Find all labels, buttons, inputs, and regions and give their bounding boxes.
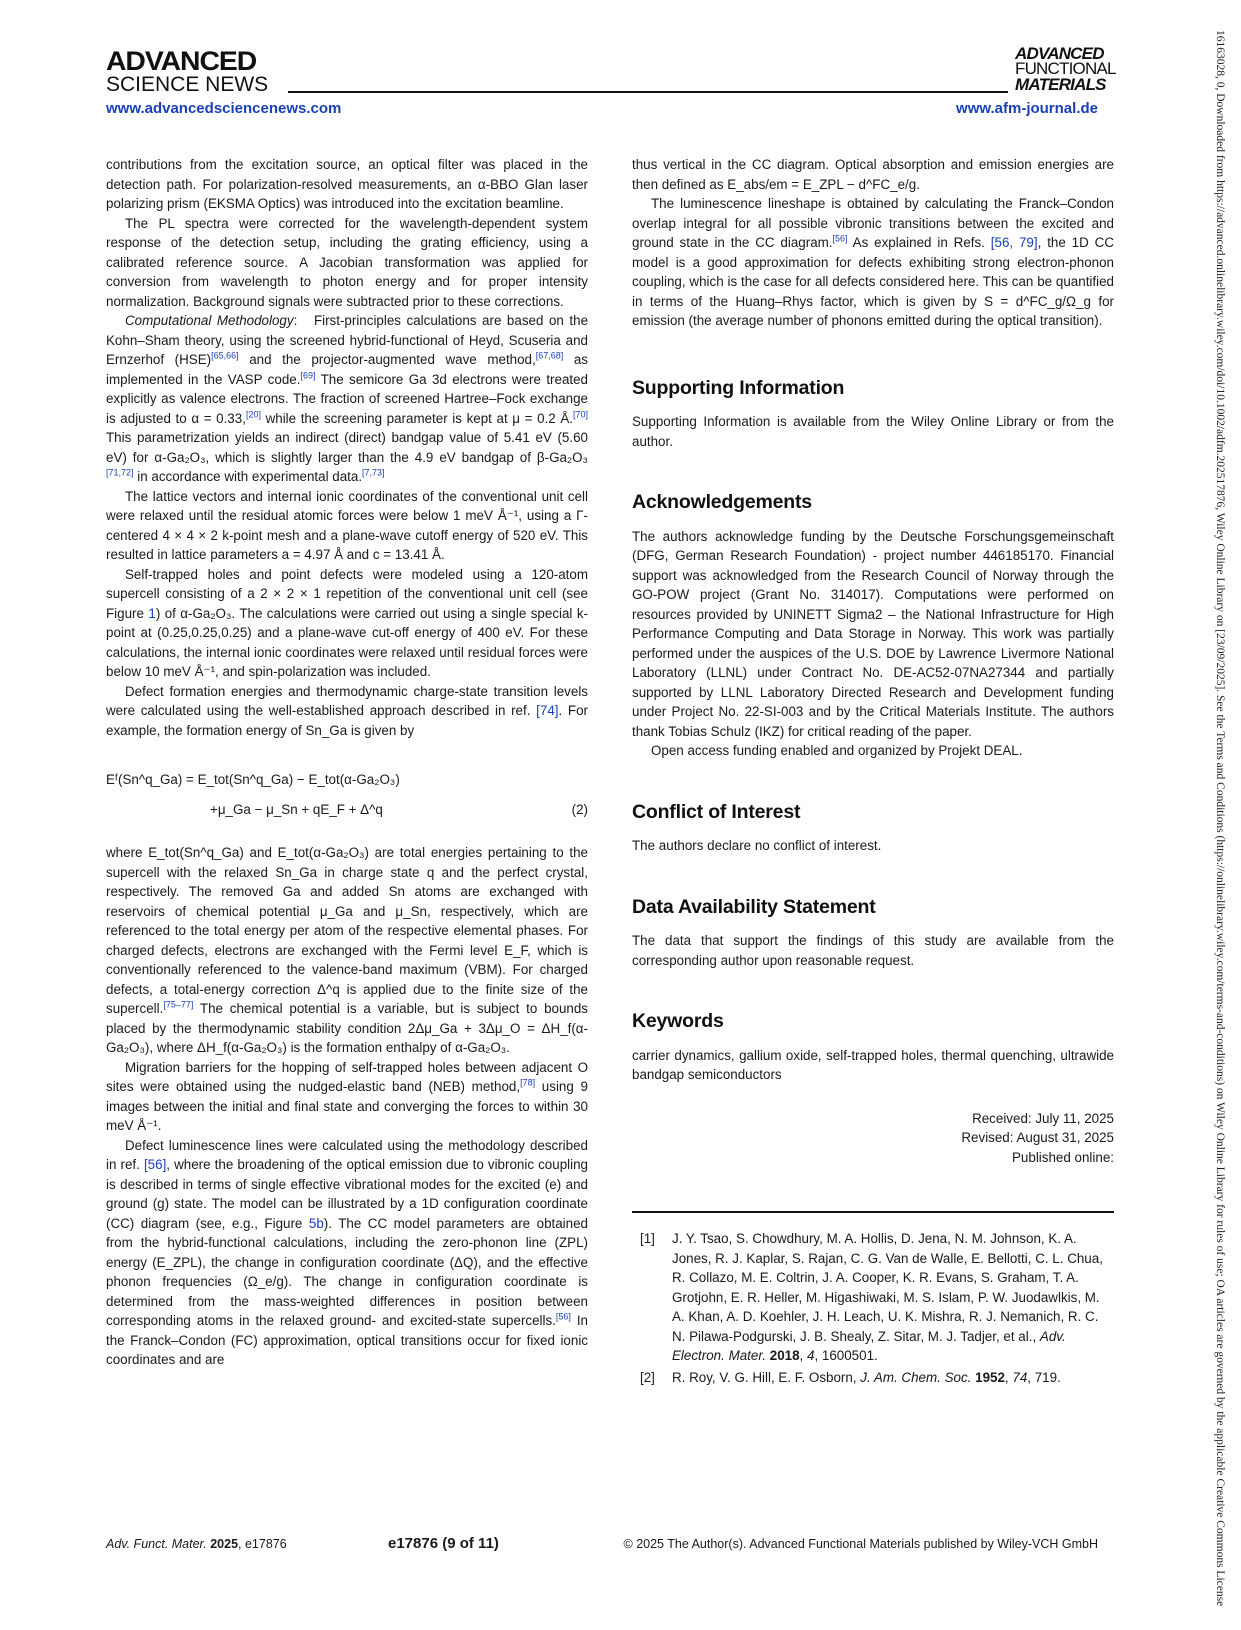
equation-2 — [106, 770, 588, 819]
equation-line: +μ_Ga − μ_Sn + qE_F + Δ^q — [210, 801, 383, 817]
advanced-science-news-logo — [106, 48, 268, 95]
paragraph-computational-methodology: Computational Methodology: First-principles calculations are based on the Kohn–Sham theory, using the screened hybrid-functional of Heyd, Scuseria and Ernzerhof (HSE)[65,66] and the projector-augmented wave method,[67,68] as implemented in the VASP code.[69] The semicore Ga 3d electrons were treated explicitly as valence electrons. The fraction of screened Hartree–Fock exchange is adjusted to α = 0.33,[20] while the screening parameter is kept at μ = 0.2 Å.[70] This parametrization yields an indirect (direct) bandgap value of 5.41 eV (5.60 eV) for α-Ga₂O₃, which is slightly larger than the 4.9 eV bandgap of β-Ga₂O₃ [71,72] in accordance with experimental data.[7,73] — [106, 313, 589, 484]
citation-link[interactable]: [70] — [572, 409, 588, 420]
paragraph: thus vertical in the CC diagram. Optical absorption and emission energies are then defined as E_abs/em = E_ZPL − d^FC_e/g. — [632, 157, 1114, 192]
paragraph: Migration barriers for the hopping of self-trapped holes between adjacent O sites were obtained using the nudged-elastic band (NEB) method,[78] using 9 images between the initial and final state and converging the forces to within 30 meV Å⁻¹. — [106, 1059, 588, 1133]
citation-link[interactable]: [56, 79] — [990, 235, 1038, 250]
logo-line-advanced: ADVANCED — [1015, 44, 1104, 63]
citation-link[interactable]: [56] — [143, 1157, 167, 1172]
section-body: The authors declare no conflict of interest. — [632, 838, 882, 853]
section-body: The data that support the findings of this study are available from the corresponding author upon reasonable request. — [632, 933, 1114, 968]
citation-link[interactable]: [20] — [245, 409, 261, 420]
section-body: Open access funding enabled and organized by Projekt DEAL. — [651, 743, 1023, 758]
logo-line-advanced: ADVANCED — [106, 46, 257, 76]
citation-link[interactable]: [67,68] — [535, 350, 564, 361]
copyright-notice: © 2025 The Author(s). Advanced Functional Materials published by Wiley-VCH GmbH — [623, 1537, 1098, 1551]
right-column — [632, 155, 1114, 1389]
advanced-science-news-link[interactable]: www.advancedsciencenews.com — [106, 100, 342, 117]
logo-line-functional: FUNCTIONAL — [1015, 59, 1116, 79]
paragraph-run-in-heading: Computational Methodology — [125, 313, 294, 328]
reference-text: R. Roy, V. G. Hill, E. F. Osborn, J. Am. Chem. Soc. 1952, 74, 719. — [672, 1369, 1061, 1385]
section-acknowledgements — [632, 493, 1114, 761]
download-notice-vertical: 16163028, 0, Downloaded from https://advanced.onlinelibrary.wiley.com/doi/10.1002/adfm.202517876, Wiley Online Library on [23/09/2025]. See the Terms and Conditions (https://onlinelibrary.wiley.com/terms-and-conditions) on Wiley Online Library for rules of use; OA articles are governed by the applicable Creative Commons License — [1214, 30, 1226, 1607]
section-heading: Data Availability Statement — [632, 895, 876, 918]
citation-link[interactable]: [78] — [520, 1077, 536, 1088]
section-heading: Supporting Information — [632, 376, 845, 399]
references-rule — [632, 1211, 1114, 1213]
figure-link[interactable]: 5b — [308, 1215, 324, 1231]
citation-link[interactable]: [56] — [555, 1311, 571, 1322]
section-body: Supporting Information is available from the Wiley Online Library or from the author. — [632, 414, 1114, 449]
paragraph: The lattice vectors and internal ionic coordinates of the conventional unit cell were relaxed until the residual atomic forces were below 1 meV Å⁻¹, using a Γ-centered 4 × 4 × 2 k-point mesh and a plane-wave cutoff energy of 520 eV. This resulted in lattice parameters a = 4.97 Å and c = 13.41 Å. — [106, 488, 588, 562]
keywords-list: carrier dynamics, gallium oxide, self-trapped holes, thermal quenching, ultrawide bandgap semiconductors — [632, 1047, 1114, 1082]
reference-number: [1] — [640, 1231, 655, 1246]
citation-link[interactable]: [75–77] — [163, 999, 194, 1010]
paragraph: Self-trapped holes and point defects were modeled using a 120-atom supercell consisting of a 2 × 2 × 1 repetition of the conventional unit cell (see Figure 1) of α-Ga₂O₃. The calculations were carried out using a single special k-point at (0.25,0.25,0.25) and a plane-wave cut-off energy of 400 eV. For these calculations, the internal ionic coordinates were relaxed until residual forces were below 10 meV Å⁻¹, and spin-polarization was included. — [106, 566, 588, 679]
section-keywords — [632, 1012, 1114, 1085]
paragraph: The PL spectra were corrected for the wavelength-dependent system response of the detection setup, including the grating efficiency, using a calibrated reference source. A Jacobian transformation was applied for conversion from wavelength to photon energy and for proper intensity normalization. Background signals were subtracted prior to these corrections. — [106, 215, 588, 309]
section-heading: Keywords — [632, 1010, 724, 1032]
equation-number: (2) — [571, 801, 588, 817]
citation-link[interactable]: [56] — [832, 233, 848, 244]
revised-date: Revised: August 31, 2025 — [961, 1130, 1114, 1145]
citation-link[interactable]: [7,73] — [362, 467, 385, 478]
paragraph: Defect formation energies and thermodynamic charge-state transition levels were calculated using the well-established approach described in ref. [74]. For example, the formation energy of Sn_Ga is given by — [106, 683, 589, 738]
header-rule — [288, 91, 1008, 93]
citation-link[interactable]: [71,72] — [106, 467, 134, 478]
citation-link[interactable]: [69] — [300, 370, 316, 381]
paragraph: The luminescence lineshape is obtained by calculating the Franck–Condon overlap integral for all possible vibronic transitions between the excited and ground state in the CC diagram.[56] As explained in Refs. [56, 79], the 1D CC model is a good approximation for defects exhibiting strong electron-phonon coupling, which is the case for all defects considered here. This can be quantified in terms of the Huang–Rhys factor, which is given by S = d^FC_g/Ω_g for emission (the average number of phonons emitted during the optical transition). — [632, 196, 1114, 328]
reference-item — [632, 1368, 1114, 1388]
paragraph: Defect luminescence lines were calculated using the methodology described in ref. [56], where the broadening of the optical emission due to vibronic coupling is described in terms of single effective vibrational modes for the excited (e) and ground (g) state. The model can be illustrated by a 1D configuration coordinate (CC) diagram (see, e.g., Figure 5b). The CC model parameters are obtained from the hybrid-functional calculations, including the zero-phonon line (ZPL) energy (E_ZPL), the change in configuration coordinate (ΔQ), and the effective phonon frequencies (Ω_e/g). The change in configuration coordinate is determined from the mass-weighted differences in position between corresponding atoms in the relaxed ground- and excited-state supercells.[56] In the Franck–Condon (FC) approximation, optical transitions occur for fixed ionic coordinates and are — [106, 1137, 589, 1367]
logo-line-materials: MATERIALS — [1015, 74, 1106, 94]
section-data-availability — [632, 895, 1114, 971]
reference-number: [2] — [640, 1369, 655, 1385]
received-date: Received: July 11, 2025 — [972, 1110, 1114, 1126]
reference-list — [632, 1229, 1114, 1387]
citation-link[interactable]: [65,66] — [211, 350, 239, 361]
citation-link[interactable]: [74] — [536, 703, 559, 718]
afm-journal-logo — [1015, 46, 1116, 92]
equation-line: Eᶠ(Sn^q_Ga) = E_tot(Sn^q_Ga) − E_tot(α-Ga₂O₃) — [106, 772, 400, 787]
section-conflict-of-interest — [632, 800, 1114, 856]
published-date: Published online: — [1012, 1149, 1114, 1165]
afm-journal-link[interactable]: www.afm-journal.de — [956, 100, 1098, 117]
paragraph: contributions from the excitation source, an optical filter was placed in the detection path. For polarization-resolved measurements, an α-BBO Glan laser polarizing prism (EKSMA Optics) was introduced into the excitation beamline. — [106, 157, 588, 211]
figure-link[interactable]: 1 — [148, 605, 156, 621]
reference-text: J. Y. Tsao, S. Chowdhury, M. A. Hollis, D. Jena, N. M. Johnson, K. A. Jones, R. J. Kaplar, S. Rajan, C. G. Van de Walle, E. Bellotti, C. L. Chua, R. Collazo, M. E. Coltrin, J. A. Cooper, K. R. Evans, S. Graham, T. A. Grotjohn, E. R. Heller, M. Higashiwaki, M. S. Islam, P. W. Juodawlkis, M. A. Khan, A. D. Koehler, J. H. Leach, U. K. Mishra, R. J. Nemanich, R. C. N. Pilawa-Podgurski, J. B. Shealy, Z. Sitar, M. J. Tadjer, et al., Adv. Electron. Mater. 2018, 4, 1600501. — [672, 1231, 1103, 1363]
reference-item — [632, 1229, 1114, 1366]
paragraph: where E_tot(Sn^q_Ga) and E_tot(α-Ga₂O₃) are total energies pertaining to the supercell with the relaxed Sn_Ga in charge state q and the perfect crystal, respectively. The removed Ga and added Sn atoms are exchanged with reservoirs of chemical potential μ_Ga and μ_Sn, respectively, which are referenced to the total energy per atom of the respective elemental phases. For charged defects, electrons are exchanged with the Fermi level E_F, which is conventionally referenced to the valence-band maximum (VBM). For charged defects, a total-energy correction Δ^q is applied due to the finite size of the supercell.[75–77] The chemical potential is a variable, but is subject to bounds placed by the thermodynamic stability condition 2Δμ_Ga + 3Δμ_O = ΔH_f(α-Ga₂O₃), where ΔH_f(α-Ga₂O₃) is the formation enthalpy of α-Ga₂O₃. — [106, 845, 588, 1055]
section-body: The authors acknowledge funding by the Deutsche Forschungsgemeinschaft (DFG, German Research Foundation) - project number 446185170. Financial support was acknowledged from the Research Council of Norway through the GO-POW project (Grant No. 314017). Computations were performed on resources provided by UNINETT Sigma2 – the National Infrastructure for High Performance Computing and Data Storage in Norway. This work was partially performed under the auspices of the U.S. DOE by Lawrence Livermore National Laboratory (LLNL) under Contract No. DE-AC52-07NA27344 and partially supported by LLNL Laboratory Directed Research and Development funding under Project No. 22-SI-003 and by the Critical Materials Institute. The authors thank Tobias Schulz (IKZ) for critical reading of the paper. — [632, 528, 1114, 739]
left-column — [106, 155, 588, 1370]
footer-citation: Adv. Funct. Mater. 2025, e17876 — [106, 1537, 287, 1551]
section-heading: Acknowledgements — [632, 491, 812, 513]
section-heading: Conflict of Interest — [632, 800, 801, 823]
logo-line-science-news: SCIENCE NEWS — [106, 73, 269, 96]
section-supporting-information — [632, 376, 1114, 452]
article-dates — [632, 1109, 1114, 1168]
page-number: e17876 (9 of 11) — [388, 1535, 499, 1552]
